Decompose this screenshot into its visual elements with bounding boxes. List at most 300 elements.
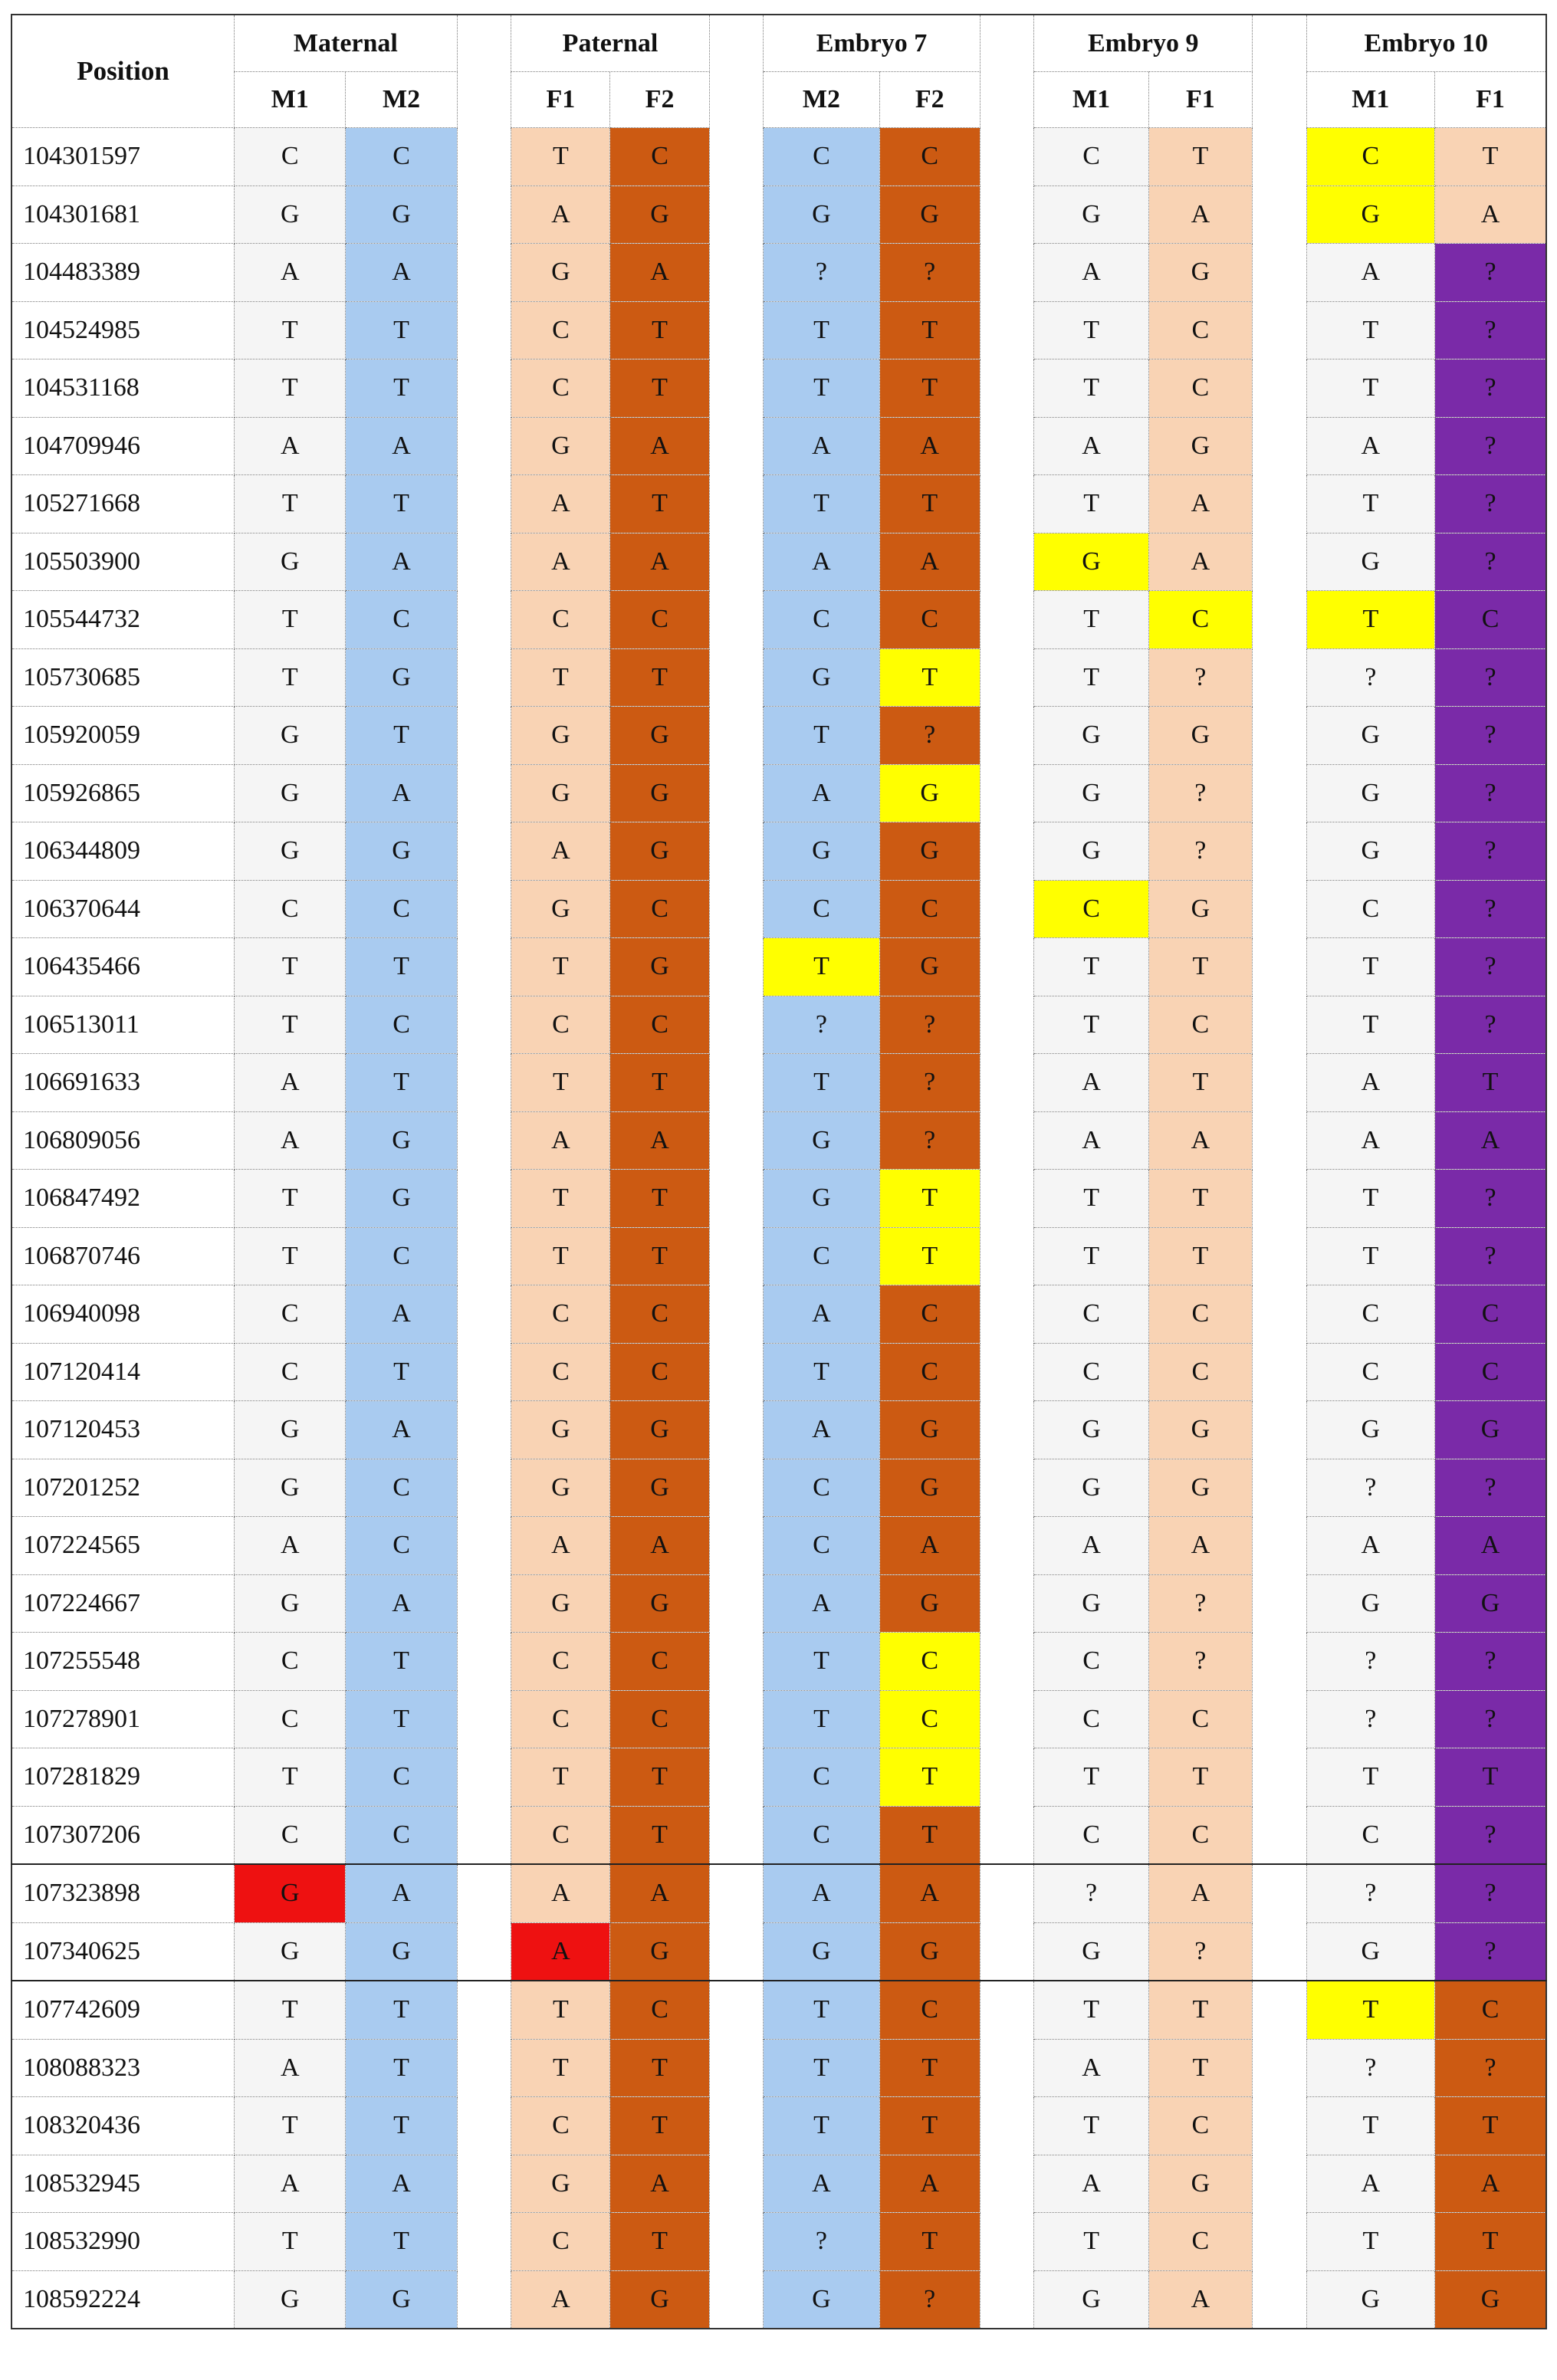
spacer [1252, 880, 1306, 938]
table-row [11, 1574, 1546, 1633]
spacer [980, 1517, 1034, 1575]
allele-cell-embryo7-f2: C [879, 128, 980, 186]
spacer [457, 244, 511, 302]
table-row [11, 1922, 1546, 1981]
allele-cell-embryo7-f2: G [879, 938, 980, 996]
allele-cell-embryo10-f1: A [1435, 185, 1546, 244]
spacer [709, 1748, 764, 1807]
allele-cell-embryo7-f2: T [879, 648, 980, 707]
allele-cell-paternal-f2: A [610, 244, 709, 302]
allele-cell-embryo7-f2: T [879, 2097, 980, 2155]
allele-cell-maternal-m2: G [346, 185, 457, 244]
allele-cell-embryo7-m2: A [764, 533, 879, 591]
allele-cell-embryo10-m1: A [1306, 417, 1435, 475]
allele-cell-embryo7-m2: T [764, 1690, 879, 1748]
allele-cell-embryo9-f1: G [1148, 1401, 1252, 1459]
allele-cell-embryo9-f1: C [1148, 359, 1252, 418]
allele-cell-maternal-m1: C [235, 1285, 346, 1344]
spacer [709, 244, 764, 302]
allele-cell-maternal-m2: T [346, 707, 457, 765]
spacer [1252, 1922, 1306, 1981]
spacer [1252, 1111, 1306, 1170]
allele-cell-embryo9-f1: G [1148, 880, 1252, 938]
spacer [709, 72, 764, 128]
allele-cell-paternal-f2: G [610, 938, 709, 996]
allele-cell-maternal-m1: G [235, 764, 346, 822]
allele-cell-embryo9-m1: T [1034, 1227, 1148, 1285]
spacer [1252, 1633, 1306, 1691]
allele-cell-embryo9-f1: G [1148, 244, 1252, 302]
allele-cell-embryo9-f1: C [1148, 1285, 1252, 1344]
allele-cell-maternal-m1: A [235, 2155, 346, 2213]
spacer [980, 1054, 1034, 1112]
allele-cell-embryo10-f1: C [1435, 1343, 1546, 1401]
allele-cell-embryo10-f1: C [1435, 1285, 1546, 1344]
allele-cell-paternal-f2: C [610, 1633, 709, 1691]
allele-cell-maternal-m1: A [235, 1111, 346, 1170]
spacer [980, 2213, 1034, 2271]
position-cell: 105503900 [11, 533, 235, 591]
spacer [980, 880, 1034, 938]
allele-cell-maternal-m2: T [346, 2039, 457, 2097]
spacer [457, 1170, 511, 1228]
spacer [457, 648, 511, 707]
allele-cell-embryo7-f2: ? [879, 996, 980, 1054]
allele-cell-embryo9-m1: C [1034, 128, 1148, 186]
table-body [11, 128, 1546, 2329]
allele-cell-embryo9-f1: T [1148, 1981, 1252, 2039]
allele-cell-embryo10-m1: ? [1306, 1690, 1435, 1748]
allele-cell-embryo9-m1: A [1034, 244, 1148, 302]
allele-cell-embryo7-f2: A [879, 1864, 980, 1922]
allele-cell-embryo7-f2: ? [879, 1111, 980, 1170]
allele-cell-embryo9-f1: A [1148, 1517, 1252, 1575]
allele-cell-embryo7-m2: A [764, 1574, 879, 1633]
spacer [1252, 1054, 1306, 1112]
spacer [980, 2039, 1034, 2097]
allele-cell-embryo10-f1: ? [1435, 764, 1546, 822]
spacer [1252, 1806, 1306, 1864]
allele-cell-embryo7-m2: A [764, 1401, 879, 1459]
spacer [1252, 185, 1306, 244]
spacer [709, 417, 764, 475]
allele-cell-paternal-f1: A [511, 185, 610, 244]
spacer [1252, 1574, 1306, 1633]
allele-cell-embryo9-m1: G [1034, 764, 1148, 822]
allele-cell-embryo7-f2: A [879, 1517, 980, 1575]
allele-cell-embryo7-m2: T [764, 2097, 879, 2155]
spacer [709, 1690, 764, 1748]
allele-cell-maternal-m2: T [346, 938, 457, 996]
allele-cell-maternal-m2: T [346, 475, 457, 533]
sub-header-embryo10-m1: M1 [1306, 72, 1435, 128]
allele-cell-paternal-f2: T [610, 359, 709, 418]
allele-cell-embryo9-m1: A [1034, 417, 1148, 475]
table-row [11, 2270, 1546, 2329]
allele-cell-paternal-f1: G [511, 2155, 610, 2213]
allele-cell-paternal-f1: C [511, 1343, 610, 1401]
spacer [457, 359, 511, 418]
allele-cell-embryo9-m1: G [1034, 822, 1148, 881]
allele-cell-embryo9-f1: T [1148, 1170, 1252, 1228]
spacer [709, 1227, 764, 1285]
allele-cell-paternal-f2: C [610, 128, 709, 186]
allele-cell-embryo7-f2: T [879, 1748, 980, 1807]
position-cell: 107224667 [11, 1574, 235, 1633]
allele-cell-paternal-f1: A [511, 475, 610, 533]
spacer [1252, 128, 1306, 186]
position-cell: 108532990 [11, 2213, 235, 2271]
spacer [709, 1170, 764, 1228]
allele-cell-maternal-m2: T [346, 359, 457, 418]
spacer [457, 2155, 511, 2213]
allele-cell-embryo9-f1: ? [1148, 1574, 1252, 1633]
spacer [457, 185, 511, 244]
allele-cell-embryo10-f1: ? [1435, 1690, 1546, 1748]
spacer [457, 591, 511, 649]
spacer [980, 244, 1034, 302]
allele-cell-paternal-f1: A [511, 822, 610, 881]
allele-cell-embryo10-m1: G [1306, 2270, 1435, 2329]
allele-cell-embryo9-f1: A [1148, 1864, 1252, 1922]
allele-cell-embryo10-f1: A [1435, 2155, 1546, 2213]
allele-cell-paternal-f2: T [610, 648, 709, 707]
spacer [980, 1748, 1034, 1807]
position-cell: 104483389 [11, 244, 235, 302]
allele-cell-embryo7-m2: G [764, 1922, 879, 1981]
table-row [11, 185, 1546, 244]
group-header-maternal: Maternal [235, 15, 458, 72]
allele-cell-embryo10-m1: C [1306, 880, 1435, 938]
table-row [11, 707, 1546, 765]
allele-cell-paternal-f1: A [511, 1864, 610, 1922]
allele-cell-paternal-f2: T [610, 301, 709, 359]
allele-cell-maternal-m1: G [235, 822, 346, 881]
allele-cell-maternal-m1: G [235, 1574, 346, 1633]
allele-cell-maternal-m2: A [346, 2155, 457, 2213]
allele-cell-embryo7-m2: T [764, 1633, 879, 1691]
spacer [457, 1459, 511, 1517]
group-header-embryo-10: Embryo 10 [1306, 15, 1546, 72]
allele-cell-embryo10-m1: C [1306, 1285, 1435, 1344]
spacer [457, 1227, 511, 1285]
allele-cell-embryo7-f2: T [879, 1806, 980, 1864]
spacer [709, 2039, 764, 2097]
allele-cell-embryo7-m2: C [764, 880, 879, 938]
spacer [1252, 244, 1306, 302]
position-cell: 107255548 [11, 1633, 235, 1691]
allele-cell-embryo10-m1: ? [1306, 1459, 1435, 1517]
allele-cell-paternal-f1: T [511, 648, 610, 707]
table-row [11, 1054, 1546, 1112]
allele-cell-paternal-f1: A [511, 2270, 610, 2329]
spacer [709, 1401, 764, 1459]
allele-cell-embryo7-f2: T [879, 1227, 980, 1285]
allele-cell-embryo9-f1: T [1148, 2039, 1252, 2097]
spacer [1252, 2270, 1306, 2329]
allele-cell-embryo10-m1: A [1306, 1517, 1435, 1575]
allele-cell-maternal-m1: G [235, 1401, 346, 1459]
allele-cell-paternal-f2: T [610, 1227, 709, 1285]
sub-header-paternal-f2: F2 [610, 72, 709, 128]
allele-cell-maternal-m1: C [235, 1633, 346, 1691]
position-cell: 107340625 [11, 1922, 235, 1981]
table-row [11, 301, 1546, 359]
allele-cell-embryo10-m1: G [1306, 822, 1435, 881]
allele-cell-embryo7-f2: T [879, 475, 980, 533]
spacer [980, 1981, 1034, 2039]
allele-cell-embryo9-m1: C [1034, 1343, 1148, 1401]
allele-cell-maternal-m1: C [235, 880, 346, 938]
spacer [457, 1054, 511, 1112]
allele-cell-embryo7-f2: G [879, 822, 980, 881]
spacer [709, 1922, 764, 1981]
spacer [980, 648, 1034, 707]
table-row [11, 880, 1546, 938]
allele-cell-paternal-f1: T [511, 1054, 610, 1112]
allele-cell-embryo9-f1: G [1148, 1459, 1252, 1517]
table-row [11, 1806, 1546, 1864]
spacer [1252, 2213, 1306, 2271]
spacer [457, 938, 511, 996]
allele-cell-embryo10-m1: T [1306, 996, 1435, 1054]
allele-cell-paternal-f1: C [511, 1285, 610, 1344]
allele-cell-maternal-m1: A [235, 1517, 346, 1575]
allele-cell-embryo10-f1: T [1435, 2097, 1546, 2155]
allele-cell-paternal-f2: T [610, 2039, 709, 2097]
allele-cell-embryo9-f1: A [1148, 1111, 1252, 1170]
allele-cell-maternal-m2: C [346, 1227, 457, 1285]
spacer [457, 128, 511, 186]
spacer [709, 2097, 764, 2155]
position-cell: 107742609 [11, 1981, 235, 2039]
spacer [457, 1517, 511, 1575]
position-cell: 105730685 [11, 648, 235, 707]
table-row [11, 475, 1546, 533]
position-cell: 106435466 [11, 938, 235, 996]
allele-cell-embryo9-f1: T [1148, 1748, 1252, 1807]
position-cell: 104301681 [11, 185, 235, 244]
allele-cell-embryo7-f2: C [879, 1690, 980, 1748]
allele-cell-embryo7-m2: C [764, 1806, 879, 1864]
allele-cell-embryo7-f2: T [879, 2213, 980, 2271]
allele-cell-embryo7-m2: G [764, 185, 879, 244]
allele-cell-embryo9-f1: G [1148, 417, 1252, 475]
spacer [709, 707, 764, 765]
allele-cell-embryo9-m1: T [1034, 996, 1148, 1054]
allele-cell-embryo9-f1: C [1148, 2213, 1252, 2271]
table-row [11, 2155, 1546, 2213]
allele-cell-embryo10-m1: ? [1306, 1633, 1435, 1691]
header-row-groups [11, 15, 1546, 72]
position-cell: 107307206 [11, 1806, 235, 1864]
spacer [980, 1633, 1034, 1691]
allele-cell-embryo7-m2: T [764, 2039, 879, 2097]
spacer [709, 880, 764, 938]
position-cell: 106513011 [11, 996, 235, 1054]
allele-cell-embryo9-f1: A [1148, 475, 1252, 533]
allele-cell-embryo10-m1: C [1306, 1343, 1435, 1401]
allele-cell-paternal-f2: A [610, 1517, 709, 1575]
spacer [709, 1459, 764, 1517]
allele-cell-embryo10-m1: T [1306, 1170, 1435, 1228]
allele-cell-paternal-f1: C [511, 996, 610, 1054]
spacer [1252, 938, 1306, 996]
allele-cell-embryo10-f1: ? [1435, 996, 1546, 1054]
sub-header-embryo7-m2: M2 [764, 72, 879, 128]
spacer [457, 1574, 511, 1633]
position-cell: 107281829 [11, 1748, 235, 1807]
spacer [457, 417, 511, 475]
allele-cell-embryo9-m1: G [1034, 1459, 1148, 1517]
allele-cell-embryo7-m2: T [764, 359, 879, 418]
allele-cell-maternal-m1: C [235, 128, 346, 186]
spacer [1252, 1748, 1306, 1807]
allele-cell-embryo10-f1: T [1435, 2213, 1546, 2271]
allele-cell-embryo9-f1: ? [1148, 1922, 1252, 1981]
allele-cell-embryo10-f1: ? [1435, 648, 1546, 707]
allele-cell-maternal-m2: T [346, 1981, 457, 2039]
allele-cell-embryo9-f1: G [1148, 707, 1252, 765]
allele-cell-paternal-f1: C [511, 1633, 610, 1691]
allele-cell-paternal-f1: T [511, 938, 610, 996]
allele-cell-maternal-m1: G [235, 1459, 346, 1517]
allele-cell-embryo7-f2: ? [879, 244, 980, 302]
allele-cell-embryo9-m1: A [1034, 1111, 1148, 1170]
allele-cell-paternal-f1: T [511, 2039, 610, 2097]
spacer [980, 15, 1034, 72]
allele-cell-paternal-f1: A [511, 1922, 610, 1981]
allele-cell-embryo9-m1: T [1034, 359, 1148, 418]
allele-cell-embryo9-f1: C [1148, 2097, 1252, 2155]
allele-cell-embryo10-m1: T [1306, 359, 1435, 418]
allele-cell-embryo9-f1: C [1148, 996, 1252, 1054]
allele-cell-maternal-m2: A [346, 244, 457, 302]
sub-header-maternal-m2: M2 [346, 72, 457, 128]
position-cell: 106847492 [11, 1170, 235, 1228]
allele-cell-maternal-m2: T [346, 2213, 457, 2271]
allele-cell-embryo7-f2: G [879, 185, 980, 244]
allele-cell-paternal-f1: C [511, 2097, 610, 2155]
table-row [11, 1227, 1546, 1285]
spacer [457, 1864, 511, 1922]
allele-cell-paternal-f1: T [511, 1170, 610, 1228]
allele-cell-maternal-m1: A [235, 244, 346, 302]
allele-cell-embryo9-m1: C [1034, 1690, 1148, 1748]
allele-cell-maternal-m2: C [346, 1806, 457, 1864]
spacer [709, 359, 764, 418]
spacer [980, 1459, 1034, 1517]
spacer [457, 2270, 511, 2329]
allele-cell-maternal-m1: T [235, 2213, 346, 2271]
position-cell: 107224565 [11, 1517, 235, 1575]
allele-cell-maternal-m2: G [346, 2270, 457, 2329]
spacer [1252, 1517, 1306, 1575]
allele-cell-embryo9-f1: T [1148, 1227, 1252, 1285]
position-cell: 107120414 [11, 1343, 235, 1401]
allele-cell-paternal-f2: G [610, 2270, 709, 2329]
spacer [980, 1574, 1034, 1633]
allele-cell-embryo10-f1: ? [1435, 533, 1546, 591]
spacer [709, 1285, 764, 1344]
allele-cell-maternal-m1: G [235, 533, 346, 591]
allele-cell-paternal-f1: T [511, 128, 610, 186]
position-cell: 106809056 [11, 1111, 235, 1170]
table-row [11, 128, 1546, 186]
spacer [980, 707, 1034, 765]
position-cell: 104301597 [11, 128, 235, 186]
allele-cell-embryo9-m1: T [1034, 2097, 1148, 2155]
allele-cell-embryo7-m2: G [764, 648, 879, 707]
allele-cell-embryo9-m1: T [1034, 648, 1148, 707]
allele-cell-paternal-f2: C [610, 1285, 709, 1344]
allele-cell-embryo9-m1: T [1034, 591, 1148, 649]
allele-cell-embryo7-f2: C [879, 591, 980, 649]
allele-cell-paternal-f2: C [610, 996, 709, 1054]
allele-cell-paternal-f2: A [610, 1864, 709, 1922]
spacer [457, 1806, 511, 1864]
spacer [709, 1806, 764, 1864]
allele-cell-embryo10-m1: G [1306, 1401, 1435, 1459]
allele-cell-embryo10-f1: ? [1435, 301, 1546, 359]
allele-cell-embryo7-m2: G [764, 1170, 879, 1228]
allele-cell-paternal-f2: C [610, 1981, 709, 2039]
allele-cell-embryo9-m1: G [1034, 707, 1148, 765]
allele-cell-paternal-f1: G [511, 880, 610, 938]
position-cell: 104531168 [11, 359, 235, 418]
allele-cell-embryo10-m1: T [1306, 301, 1435, 359]
allele-cell-maternal-m1: T [235, 1170, 346, 1228]
position-cell: 106370644 [11, 880, 235, 938]
allele-cell-embryo10-m1: A [1306, 244, 1435, 302]
allele-cell-embryo7-m2: A [764, 417, 879, 475]
allele-cell-maternal-m2: T [346, 1690, 457, 1748]
allele-cell-embryo7-f2: A [879, 2155, 980, 2213]
spacer [457, 1690, 511, 1748]
allele-cell-embryo7-m2: G [764, 1111, 879, 1170]
allele-cell-embryo10-f1: ? [1435, 880, 1546, 938]
table-row [11, 938, 1546, 996]
spacer [709, 185, 764, 244]
spacer [457, 1981, 511, 2039]
allele-cell-embryo9-m1: G [1034, 1574, 1148, 1633]
allele-cell-paternal-f1: G [511, 1574, 610, 1633]
position-cell: 106691633 [11, 1054, 235, 1112]
allele-cell-embryo9-m1: G [1034, 533, 1148, 591]
allele-cell-maternal-m2: C [346, 591, 457, 649]
position-header: Position [11, 15, 235, 128]
allele-cell-paternal-f1: G [511, 417, 610, 475]
spacer [1252, 301, 1306, 359]
spacer [709, 2155, 764, 2213]
allele-cell-paternal-f1: T [511, 1981, 610, 2039]
spacer [980, 417, 1034, 475]
allele-cell-embryo10-f1: C [1435, 1981, 1546, 2039]
allele-cell-embryo9-m1: A [1034, 1517, 1148, 1575]
allele-cell-paternal-f1: C [511, 1806, 610, 1864]
allele-cell-embryo9-f1: C [1148, 591, 1252, 649]
table-row [11, 648, 1546, 707]
allele-cell-embryo10-f1: ? [1435, 1227, 1546, 1285]
position-cell: 108320436 [11, 2097, 235, 2155]
spacer [980, 128, 1034, 186]
spacer [457, 2039, 511, 2097]
table-row [11, 1748, 1546, 1807]
spacer [980, 1285, 1034, 1344]
allele-cell-embryo10-f1: ? [1435, 475, 1546, 533]
spacer [709, 15, 764, 72]
allele-cell-embryo7-f2: G [879, 1459, 980, 1517]
